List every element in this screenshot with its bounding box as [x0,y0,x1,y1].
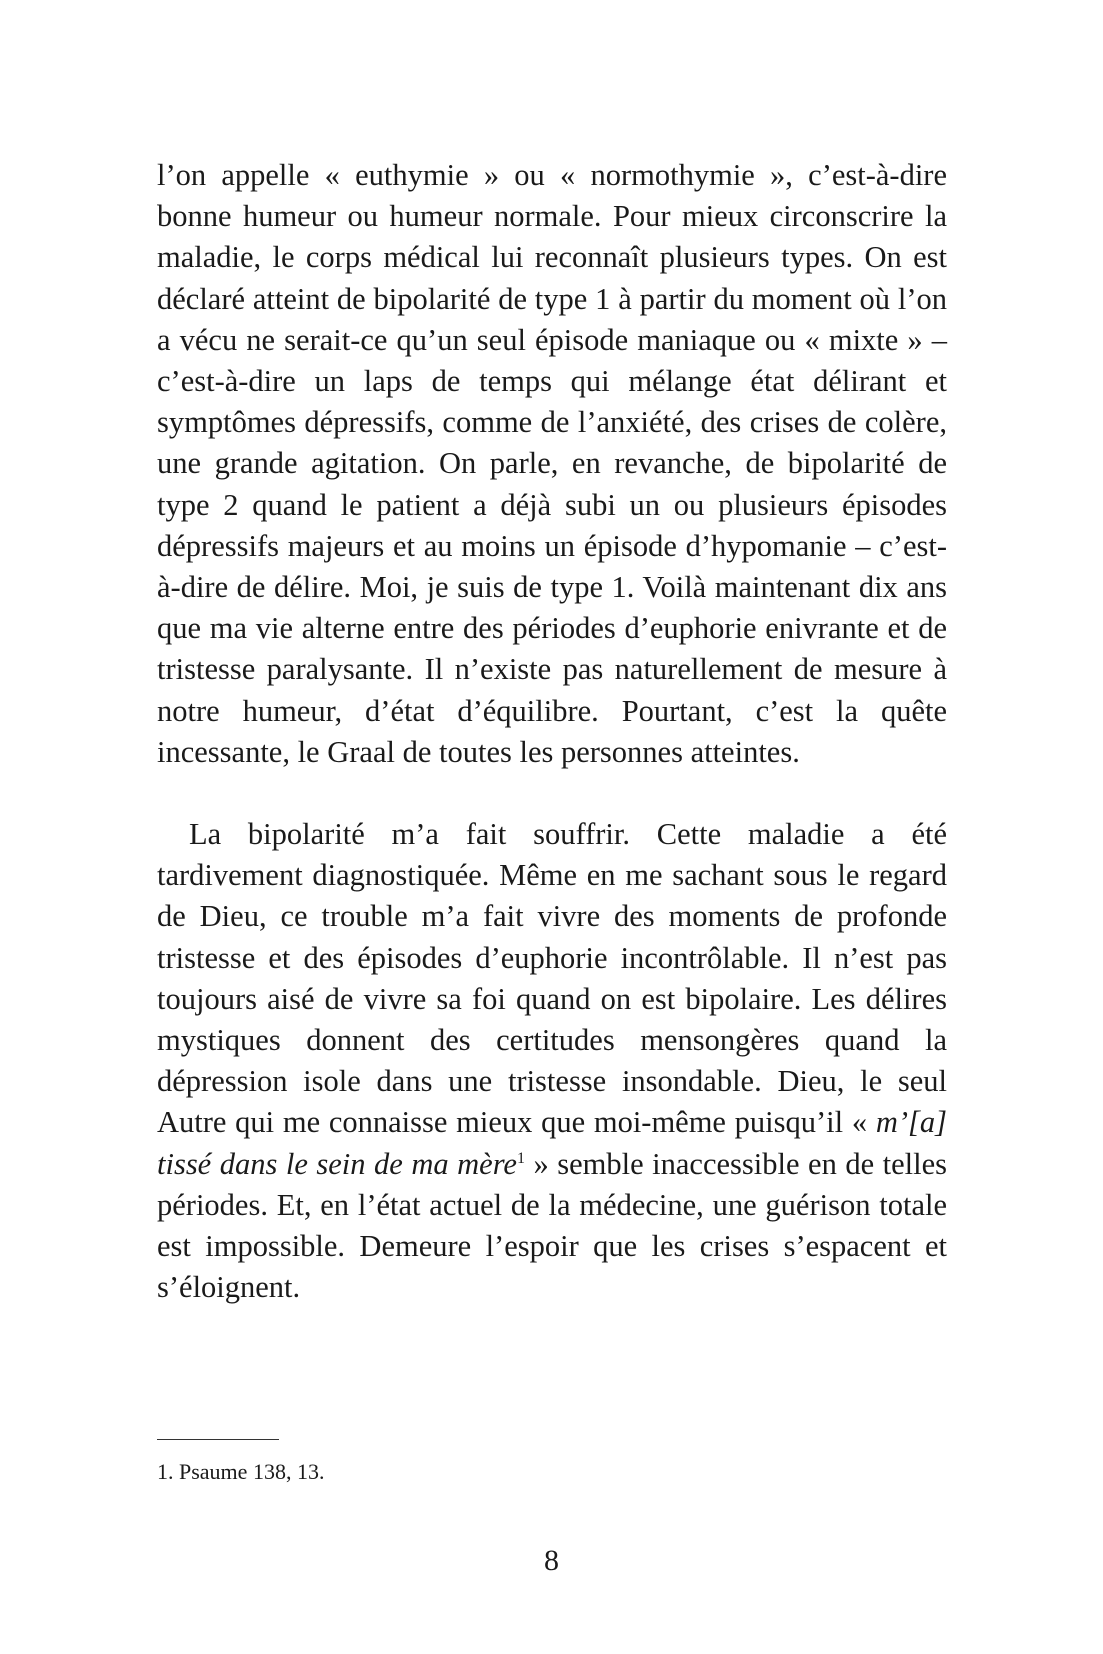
paragraph-1: l’on appelle « euthymie » ou « normothymie », c’est-à-dire bonne humeur ou humeur normale. Pour mieux circonscrire la maladie, le corps médical lui reconnaît plusieurs types. On est déclaré atteint de bipolarité de type 1 à partir du moment où l’on a vécu ne serait-ce qu’un seul épisode maniaque ou « mixte » – c’est-à-dire un laps de temps qui mélange état délirant et symptômes dépressifs, comme de l’anxiété, des crises de colère, une grande agitation. On parle, en revanche, de bipolarité de type 2 quand le patient a déjà subi un ou plusieurs épisodes dépressifs majeurs et au moins un épisode d’hypomanie – c’est-à-dire de délire. Moi, je suis de type 1. Voilà maintenant dix ans que ma vie alterne entre des périodes d’euphorie enivrante et de tristesse paralysante. Il n’existe pas naturellement de mesure à notre humeur, d’état d’équilibre. Pourtant, c’est la quête incessante, le Graal de toutes les personnes atteintes. [157,158,947,769]
paragraph-2 [157,814,947,1308]
footnote-separator [157,1439,279,1440]
body-text [157,155,947,1308]
page-number: 8 [544,1544,559,1577]
footnote: 1. Psaume 138, 13. [157,1459,325,1484]
footnote-reference: 1 [516,1149,525,1167]
paragraph-2-text-before-quote: La bipolarité m’a fait souffrir. Cette maladie a été tardivement diagnostiquée. Même en me sachant sous le regard de Dieu, ce trouble m’a fait vivre des moments de profonde tristesse et des épisodes d’euphorie incontrôlable. Il n’est pas toujours aisé de vivre sa foi quand on est bipolaire. Les délires mystiques donnent des certitudes mensongères quand la dépression isole dans une tristesse insondable. Dieu, le seul Autre qui me connaisse mieux que moi-même puisqu’il « [157,817,947,1140]
paragraph-2-text-after-quote: » semble inaccessible en de telles périodes. Et, en l’état actuel de la médecine, une guérison totale est impossible. Demeure l’espoir que les crises s’espacent et s’éloignent. [157,1146,947,1305]
psalm-quote: m’[a] tissé dans le sein de ma mère [157,1105,947,1181]
